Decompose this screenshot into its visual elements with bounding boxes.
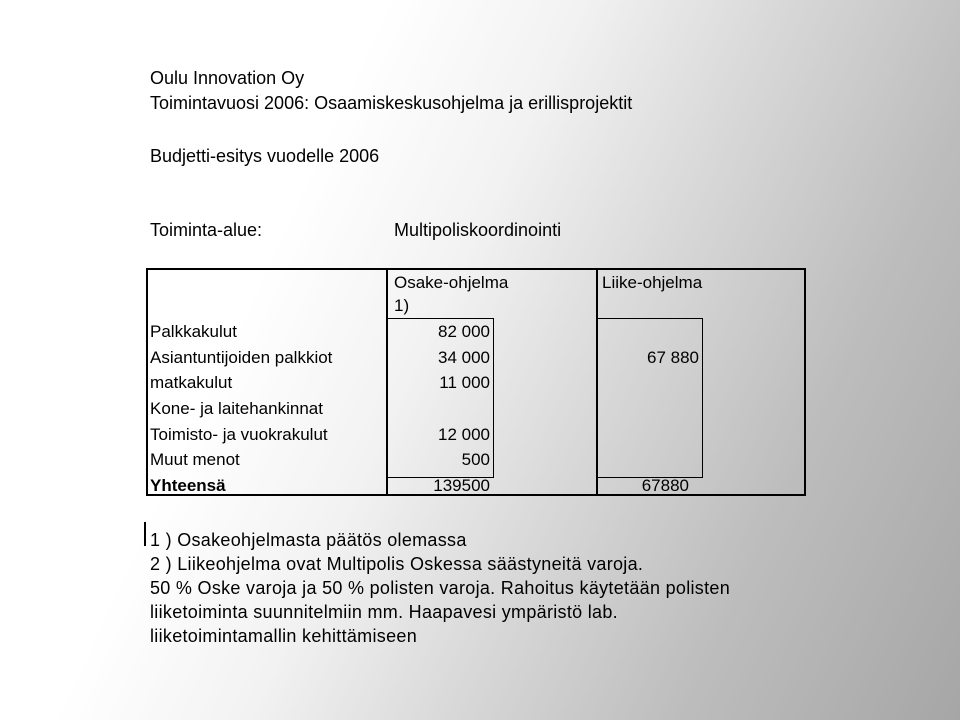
row-label: Kone- ja laitehankinnat (150, 399, 323, 418)
liike-values-box (597, 318, 703, 478)
text-cursor (144, 522, 146, 546)
total-label: Yhteensä (150, 476, 226, 495)
note-line: 50 % Oske varoja ja 50 % polisten varoja. Rahoitus käytetään polisten (150, 578, 731, 598)
liike-value: 67 880 (647, 348, 699, 367)
document-subtitle: Toimintavuosi 2006: Osaamiskeskusohjelma ja erillisprojektit (150, 93, 633, 113)
osake-total: 139500 (433, 476, 490, 495)
osake-header: Osake-ohjelma (394, 273, 509, 292)
osake-value: 82 000 (438, 322, 490, 341)
row-label: Palkkakulut (150, 322, 237, 341)
budget-title: Budjetti-esitys vuodelle 2006 (150, 146, 380, 166)
osake-value: 500 (461, 450, 490, 469)
note-line: 2 ) Liikeohjelma ovat Multipolis Oskessa säästyneitä varoja. (150, 554, 644, 574)
area-value: Multipoliskoordinointi (394, 220, 562, 240)
note-line: liiketoimintamallin kehittämiseen (150, 626, 418, 646)
row-label: Asiantuntijoiden palkkiot (150, 348, 333, 367)
row-label: matkakulut (150, 373, 233, 392)
row-label: Muut menot (150, 450, 240, 469)
osake-header-note: 1) (394, 296, 410, 315)
liike-header: Liike-ohjelma (602, 273, 703, 292)
notes-section (150, 528, 730, 648)
osake-value: 12 000 (438, 425, 490, 444)
row-label: Toimisto- ja vuokrakulut (150, 425, 328, 444)
liike-total: 67880 (641, 476, 689, 495)
osake-value: 11 000 (439, 373, 490, 392)
company-name: Oulu Innovation Oy (150, 68, 305, 88)
note-line: 1 ) Osakeohjelmasta päätös olemassa (150, 530, 467, 550)
osake-value: 34 000 (438, 348, 490, 367)
note-line: liiketoiminta suunnitelmiin mm. Haapavesi ympäristö lab. (150, 602, 618, 622)
area-label: Toiminta-alue: (150, 220, 263, 240)
